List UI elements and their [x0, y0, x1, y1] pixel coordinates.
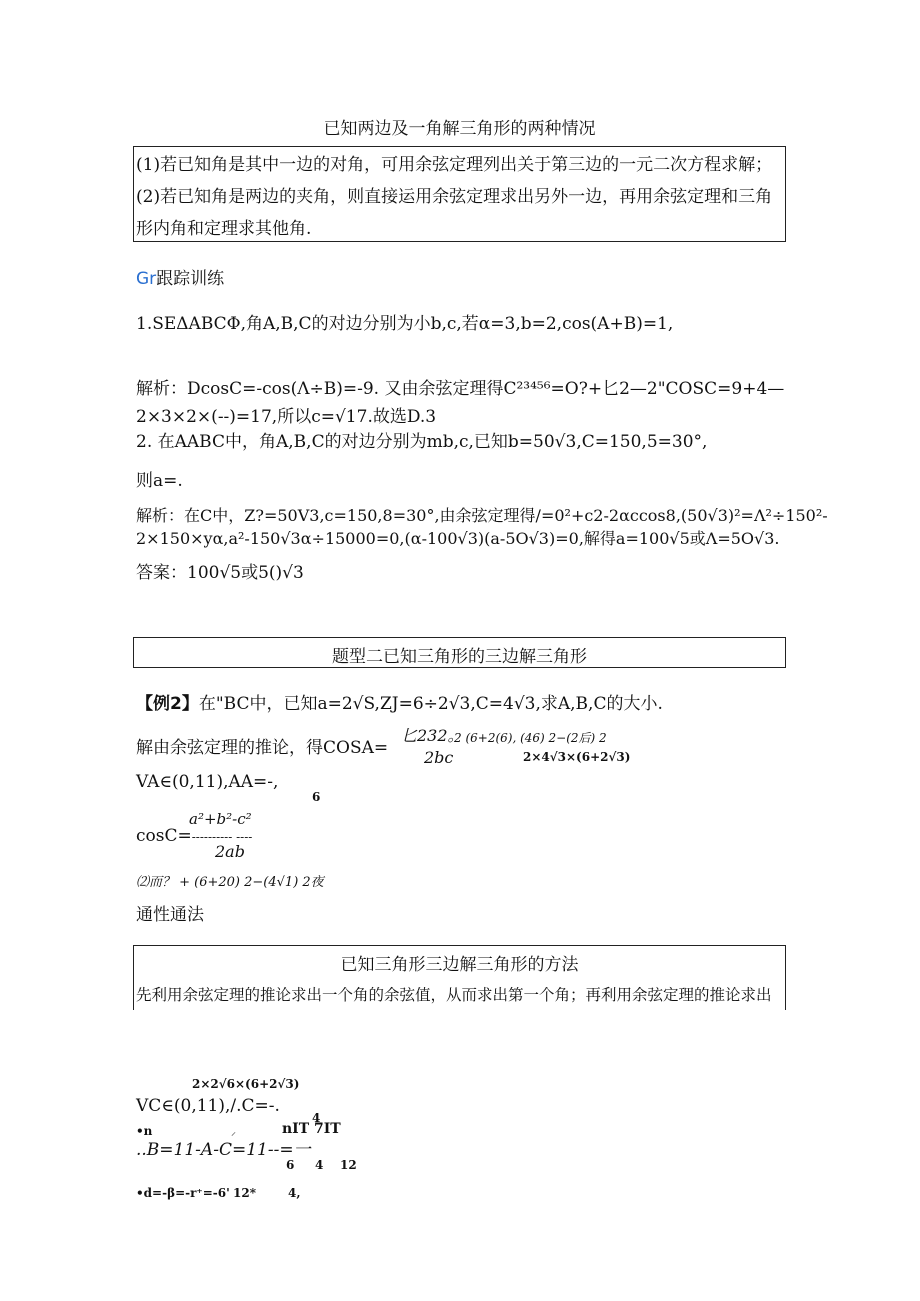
- cosc-garbled-expression: ⑵而？ + (6+20) 2−(4√1) 2夜: [136, 875, 324, 890]
- question-2-text: 2. 在AABC中，角A,B,C的对边分别为mb,c,已知b=50√3,C=150,5=30°,: [136, 432, 708, 452]
- tracking-training-heading: [136, 268, 224, 290]
- final-line-part-2: 12*: [233, 1186, 256, 1200]
- question-1-text: 1.SEΔABCΦ,角A,B,C的对边分别为小b,c,若α=3,b=2,cos(A+B)=1,: [136, 314, 674, 334]
- cosa-denominator: 2bc: [424, 748, 454, 767]
- question-2-ask: 则a=.: [136, 471, 183, 491]
- nit-numerators: nIT 7IT: [282, 1121, 341, 1137]
- angle-c-line: VC∈(0,11),/.C=-.: [136, 1096, 280, 1116]
- training-prefix: Gr: [136, 269, 157, 289]
- case-2-text: (2)若已知角是两边的夹角，则直接运用余弦定理求出另外一边，再用余弦定理和三角: [136, 187, 773, 207]
- case-2-cont-text: 形内角和定理求其他角.: [136, 219, 312, 239]
- cosc-fraction-bar: ---------- ----: [191, 830, 253, 844]
- question-2-solution-line-1: 解析：在C中，Z?=50V3,c=150,8=30°,由余弦定理得∕=0²+c2-2αccos8,(50√3)²=Λ²÷150²-: [136, 506, 828, 525]
- cosc-denominator: 2ab: [215, 842, 245, 861]
- case-1-text: (1)若已知角是其中一边的对角，可用余弦定理列出关于第三边的一元二次方程求解；: [136, 155, 773, 175]
- question-2-answer: 答案：100√5或5()√3: [136, 563, 304, 583]
- training-label: 跟踪训练: [156, 269, 225, 289]
- example-2-label: 【例2】: [136, 694, 199, 714]
- cosa-expanded-denominator: 2×4√3×(6+2√3): [523, 750, 631, 764]
- method-title: 已知三角形三边解三角形的方法: [340, 955, 579, 975]
- denominator-12: 12: [340, 1158, 357, 1172]
- example-2-angle-a: VA∈(0,11),AA=-,: [136, 772, 279, 792]
- section-title: 题型二已知三角形的三边解三角形: [332, 647, 587, 667]
- stray-mark: ⸝: [231, 1127, 236, 1138]
- example-2-text: [136, 693, 663, 715]
- cosc-numerator: a²+b²-c²: [189, 810, 252, 828]
- example-2-solution-line-1: 解由余弦定理的推论，得COSA=: [136, 738, 389, 758]
- denominator-4: 4: [315, 1158, 324, 1172]
- final-line-part-1: •d=-β=-r⁺=-6': [136, 1186, 230, 1200]
- angle-a-denominator: 6: [312, 790, 321, 804]
- example-2-statement: 在"BC中，已知a=2√S,ZJ=6÷2√3,C=4√3,求A,B,C的大小.: [198, 694, 663, 714]
- two-cases-title: 已知两边及一角解三角形的两种情况: [323, 119, 596, 139]
- denominator-6: 6: [286, 1158, 295, 1172]
- cosa-fraction-fragment-2: 2 (6+2(6), (46) 2−(2后) 2: [454, 731, 607, 745]
- question-2-solution-line-2: 2×150×yα,a²-150√3α÷15000=0,(α-100√3)(a-5O√3)=0,解得a=100√5或Λ=5O√3.: [136, 529, 780, 548]
- general-method-label: 通性通法: [136, 905, 204, 925]
- final-line-part-3: 4,: [288, 1186, 301, 1200]
- method-text: 先利用余弦定理的推论求出一个角的余弦值，从而求出第一个角；再利用余弦定理的推论求出: [136, 986, 772, 1004]
- bullet-n: •n: [136, 1124, 153, 1138]
- fraction-four: 4: [312, 1111, 321, 1125]
- question-1-solution-line-2: 2×3×2×(--)=17,所以c=√17.故选D.3: [136, 407, 437, 427]
- cosc-expanded-denominator-2: 2×2√6×(6+2√3): [192, 1077, 300, 1091]
- cosc-lhs: cosC=: [136, 826, 192, 846]
- angle-b-line: ..B=11-A-C=11--=一: [136, 1140, 311, 1160]
- cosa-fraction-fragment-1: 匕232。: [401, 726, 464, 745]
- question-1-solution-line-1: 解析：DcosC=-cos(Λ÷B)=-9. 又由余弦定理得C²³⁴⁵⁶=O?+匕2—2"COSC=9+4—: [136, 379, 785, 399]
